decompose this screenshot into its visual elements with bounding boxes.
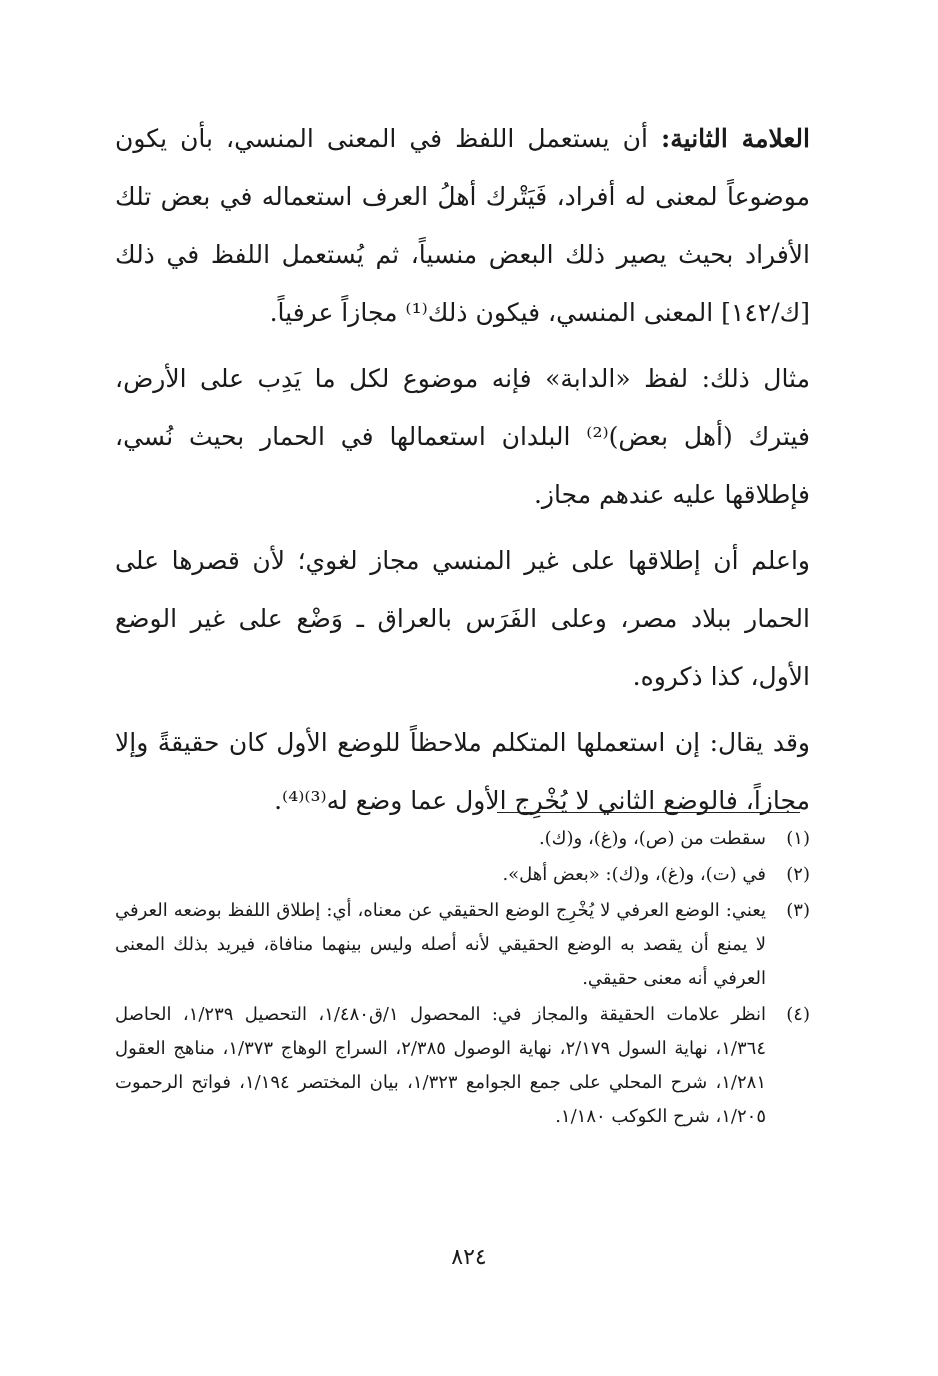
footnote-divider <box>497 812 800 813</box>
paragraph-text: مثال ذلك: لفظ «الدابة» فإنه موضوع لكل ما يَدِب على الأرض، فيترك (أهل بعض)⁽²⁾ البلدان استعمالها في الحمار بحيث نُسي، فإطلاقها عليه عندهم مجاز. <box>115 364 811 509</box>
footnote <box>115 858 810 892</box>
footnote <box>115 998 810 1134</box>
footnote <box>115 894 810 996</box>
footnote-text: سقطت من (ص)، و(غ)، و(ك). <box>538 828 766 849</box>
page-number: ٨٢٤ <box>451 1245 487 1270</box>
footnote-text: في (ت)، و(غ)، و(ك): «بعض أهل». <box>502 864 766 885</box>
footnote-number: (٤) <box>786 1004 810 1025</box>
footnote-text: يعني: الوضع العرفي لا يُخْرِج الوضع الحقيقي عن معناه، أي: إطلاق اللفظ بوضعه العرفي لا يمنع أن يقصد به الوضع الحقيقي لأنه أصله وليس بينهما منافاة، فيريد بذلك المعنى العرفي أنه معنى حقيقي. <box>115 900 766 989</box>
footnote <box>115 822 810 856</box>
footnote-text: انظر علامات الحقيقة والمجاز في: المحصول ١/ق١/٤٨٠، التحصيل ١/٢٣٩، الحاصل ١/٣٦٤، نهاية السول ٢/١٧٩، نهاية الوصول ٢/٣٨٥، السراج الوهاج ١/٣٧٣، مناهج العقول ١/٢٨١، شرح المحلي على جمع الجوامع ١/٣٢٣، بيان المختصر ١/١٩٤، فواتح الرحموت ١/٢٠٥، شرح الكوكب ١/١٨٠. <box>115 1004 767 1127</box>
paragraph-example <box>115 350 810 524</box>
paragraph-text: وقد يقال: إن استعملها المتكلم ملاحظاً للوضع الأول كان حقيقةً وإلا مجازاً، فالوضع الثاني لا يُخْرِج الأول عما وضع له⁽³⁾⁽⁴⁾. <box>115 728 810 815</box>
footnotes <box>115 822 810 1136</box>
footnote-number: (٢) <box>786 864 810 885</box>
paragraph-text: أن يستعمل اللفظ في المعنى المنسي، بأن يكون موضوعاً لمعنى له أفراد، فَيَتْرك أهلُ العرف استعماله في بعض تلك الأفراد بحيث يصير ذلك البعض منسياً، ثم يُستعمل اللفظ في ذلك [ك/١٤٢] المعنى المنسي، فيكون ذلك⁽¹⁾ مجازاً عرفياً. <box>115 124 810 327</box>
main-text <box>115 110 810 838</box>
footnote-number: (١) <box>786 828 810 849</box>
paragraph-lead: العلامة الثانية: <box>661 124 810 153</box>
paragraph-text: واعلم أن إطلاقها على غير المنسي مجاز لغوي؛ لأن قصرها على الحمار ببلاد مصر، وعلى الفَرَس بالعراق ـ وَضْع على غير الوضع الأول، كذا ذكروه. <box>115 546 810 691</box>
paragraph-note <box>115 532 810 706</box>
paragraph-second-sign <box>115 110 810 342</box>
footnote-number: (٣) <box>786 900 810 921</box>
